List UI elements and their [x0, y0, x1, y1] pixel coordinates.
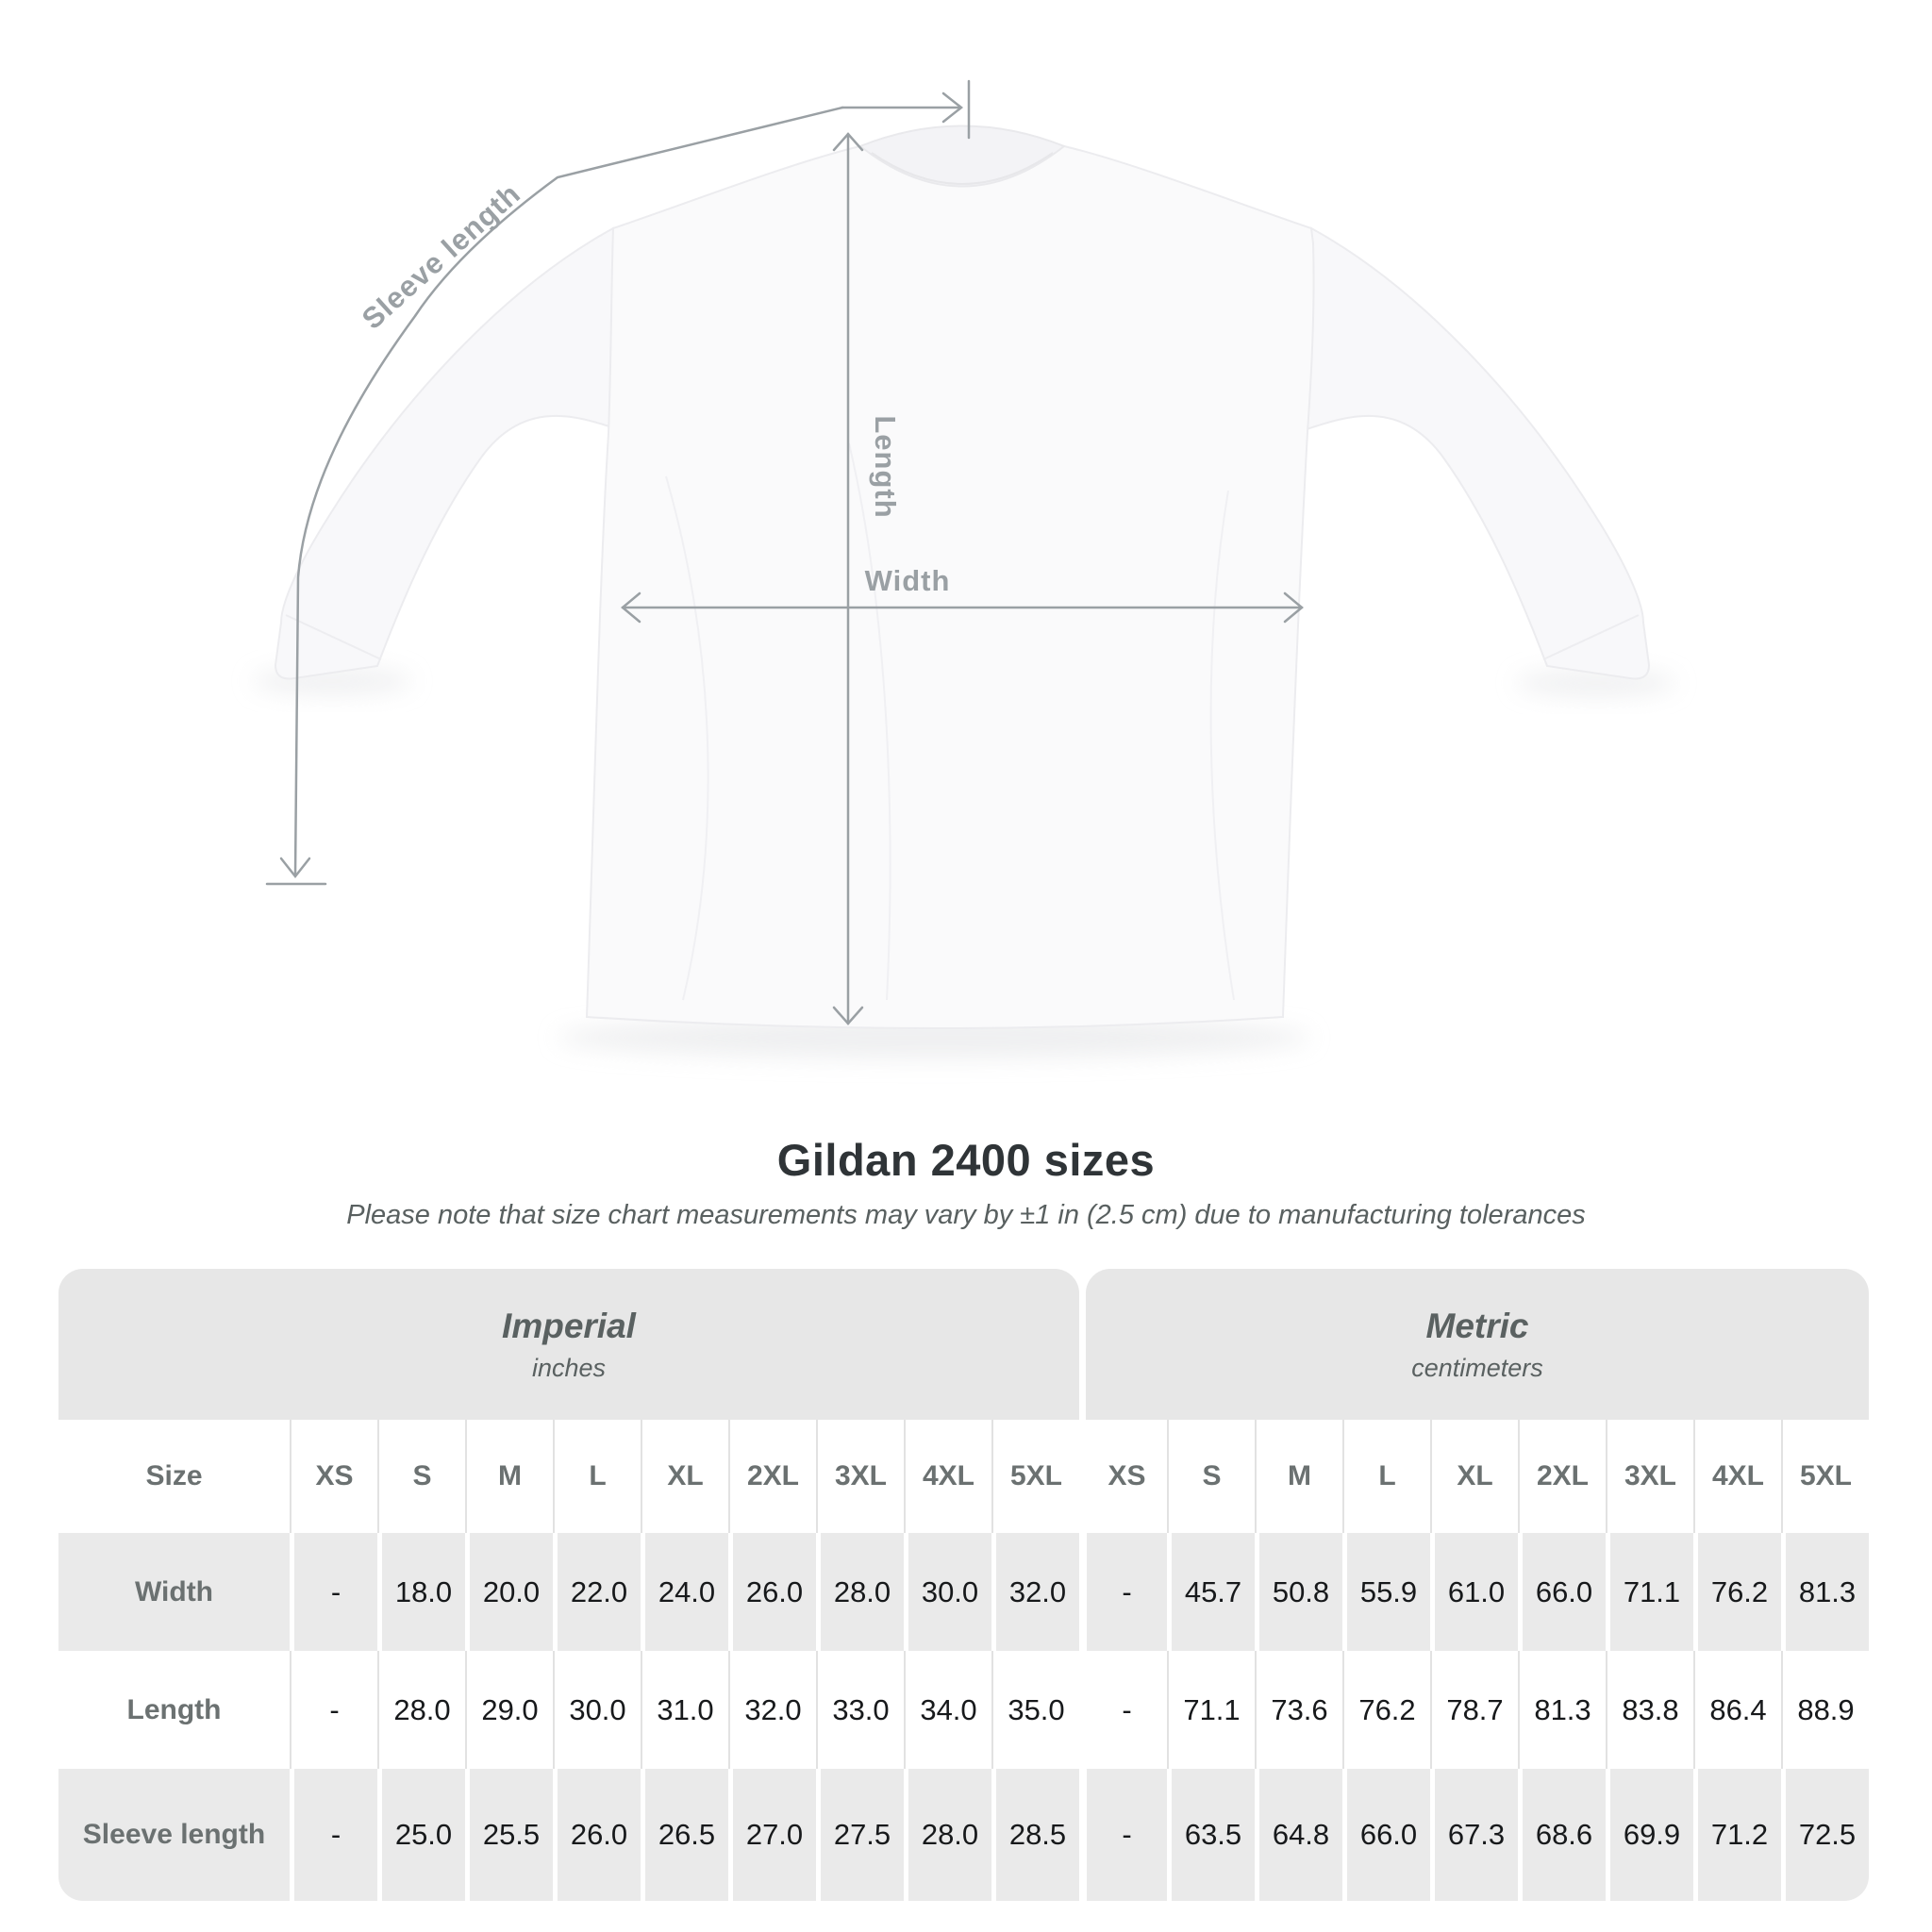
metric-value: 83.8 [1606, 1651, 1693, 1769]
imperial-value: 24.0 [641, 1533, 728, 1651]
imperial-value: 33.0 [816, 1651, 904, 1769]
metric-value: 71.1 [1167, 1651, 1255, 1769]
metric-value: 55.9 [1342, 1533, 1430, 1651]
imperial-value: 32.0 [728, 1651, 816, 1769]
imperial-size-header-4xl: 4XL [904, 1420, 991, 1533]
metric-value: 66.0 [1518, 1533, 1606, 1651]
metric-size-header-5xl: 5XL [1781, 1420, 1869, 1533]
imperial-value: 30.0 [904, 1533, 991, 1651]
metric-size-header-m: M [1255, 1420, 1342, 1533]
metric-value: 68.6 [1518, 1769, 1606, 1901]
unit-band-row [58, 1269, 1869, 1420]
metric-band [1086, 1269, 1869, 1420]
imperial-value: - [290, 1533, 377, 1651]
metric-value: 61.0 [1430, 1533, 1518, 1651]
row-label-sleeve-length: Sleeve length [58, 1769, 290, 1901]
metric-size-header-s: S [1167, 1420, 1255, 1533]
imperial-size-header-xs: XS [290, 1420, 377, 1533]
page-subtitle: Please note that size chart measurements may vary by ±1 in (2.5 cm) due to manufacturing tolerances [346, 1200, 1586, 1230]
imperial-band-name: Imperial [502, 1306, 636, 1345]
size-column-header: Size [58, 1420, 290, 1533]
row-label-length: Length [58, 1651, 290, 1769]
imperial-size-header-2xl: 2XL [728, 1420, 816, 1533]
metric-size-header-l: L [1342, 1420, 1430, 1533]
imperial-value: 30.0 [553, 1651, 641, 1769]
imperial-size-header-xl: XL [641, 1420, 728, 1533]
size-grid [58, 1420, 1869, 1901]
imperial-value: 32.0 [991, 1533, 1079, 1651]
imperial-value: 18.0 [377, 1533, 465, 1651]
metric-value: 66.0 [1342, 1769, 1430, 1901]
metric-value: 78.7 [1430, 1651, 1518, 1769]
imperial-value: 34.0 [904, 1651, 991, 1769]
metric-value: 73.6 [1255, 1651, 1342, 1769]
imperial-size-header-m: M [465, 1420, 553, 1533]
metric-value: 45.7 [1167, 1533, 1255, 1651]
imperial-value: 20.0 [465, 1533, 553, 1651]
metric-value: 50.8 [1255, 1533, 1342, 1651]
metric-band-name: Metric [1425, 1306, 1529, 1345]
size-table [58, 1269, 1869, 1901]
metric-value: 81.3 [1781, 1533, 1869, 1651]
left-sleeve [275, 228, 618, 678]
imperial-value: 26.5 [641, 1769, 728, 1901]
metric-value: 71.2 [1693, 1769, 1781, 1901]
imperial-value: 35.0 [991, 1651, 1079, 1769]
metric-value: 86.4 [1693, 1651, 1781, 1769]
right-sleeve [1307, 228, 1649, 678]
imperial-value: 26.0 [553, 1769, 641, 1901]
imperial-value: 28.0 [904, 1769, 991, 1901]
imperial-value: 28.5 [991, 1769, 1079, 1901]
imperial-value: 27.5 [816, 1769, 904, 1901]
imperial-size-header-s: S [377, 1420, 465, 1533]
metric-value: 88.9 [1781, 1651, 1869, 1769]
metric-size-header-xl: XL [1430, 1420, 1518, 1533]
page-title: Gildan 2400 sizes [776, 1135, 1156, 1185]
metric-size-header-3xl: 3XL [1606, 1420, 1693, 1533]
metric-value: - [1079, 1533, 1167, 1651]
imperial-value: 28.0 [377, 1651, 465, 1769]
metric-value: 69.9 [1606, 1769, 1693, 1901]
metric-value: 64.8 [1255, 1769, 1342, 1901]
metric-size-header-2xl: 2XL [1518, 1420, 1606, 1533]
metric-value: 81.3 [1518, 1651, 1606, 1769]
length-label: Length [869, 415, 902, 519]
metric-value: 72.5 [1781, 1769, 1869, 1901]
sleeve-length-label: Sleeve length [355, 176, 527, 336]
imperial-size-header-l: L [553, 1420, 641, 1533]
imperial-value: 26.0 [728, 1533, 816, 1651]
imperial-value: 27.0 [728, 1769, 816, 1901]
metric-size-header-4xl: 4XL [1693, 1420, 1781, 1533]
imperial-value: 28.0 [816, 1533, 904, 1651]
metric-value: - [1079, 1651, 1167, 1769]
imperial-value: 25.5 [465, 1769, 553, 1901]
metric-value: 76.2 [1342, 1651, 1430, 1769]
imperial-value: 29.0 [465, 1651, 553, 1769]
imperial-value: 25.0 [377, 1769, 465, 1901]
imperial-size-header-3xl: 3XL [816, 1420, 904, 1533]
imperial-value: - [290, 1769, 377, 1901]
width-label: Width [864, 564, 951, 597]
imperial-size-header-5xl: 5XL [991, 1420, 1079, 1533]
imperial-band [58, 1269, 1079, 1420]
imperial-value: 31.0 [641, 1651, 728, 1769]
metric-value: 67.3 [1430, 1769, 1518, 1901]
row-label-width: Width [58, 1533, 290, 1651]
imperial-band-unit: inches [531, 1353, 607, 1382]
imperial-value: 22.0 [553, 1533, 641, 1651]
metric-value: 76.2 [1693, 1533, 1781, 1651]
metric-size-header-xs: XS [1079, 1420, 1167, 1533]
imperial-value: - [290, 1651, 377, 1769]
metric-value: 71.1 [1606, 1533, 1693, 1651]
metric-value: 63.5 [1167, 1769, 1255, 1901]
metric-value: - [1079, 1769, 1167, 1901]
metric-band-unit: centimeters [1411, 1353, 1543, 1382]
